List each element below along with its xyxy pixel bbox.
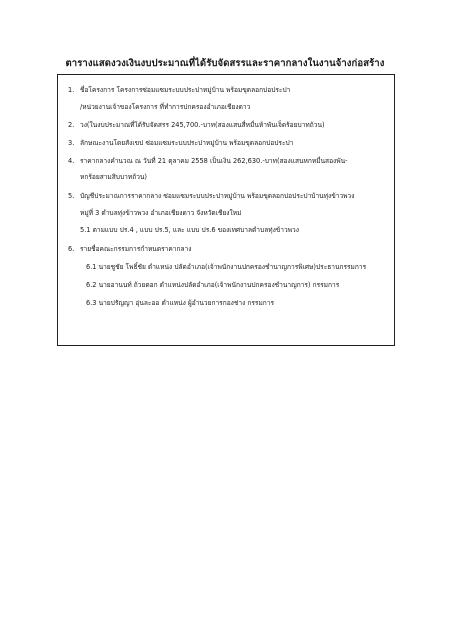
item-3-number: 3. [68, 139, 75, 147]
item-6-line-3: 6.2 นายอานนท์ ถ้วยดอก ตำแหน่งปลัดอำเภอ(เจ้าพนักงานปกครองชำนาญการ) กรรมการ [86, 281, 340, 289]
item-1-number: 1. [68, 86, 75, 94]
item-5-line-3: 5.1 ตามแบบ ปร.4 , แบบ ปร.5, และ แบบ ปร.6 ของเทศบาลตำบลทุ่งข้าวพวง [80, 226, 299, 234]
item-6-line-4: 6.3 นายปรัญญา อุ่นละออ ตำแหน่ง ผู้อำนวยการกองช่าง กรรมการ [86, 299, 275, 307]
item-3-line-1: ลักษณะงานโดยสังเขป ซ่อมแซมระบบประปาหมู่บ้าน พร้อมขุดลอกบ่อประปา [80, 139, 294, 147]
item-6-number: 6. [68, 245, 75, 253]
item-5-line-2: หมู่ที่ 3 ตำบลทุ่งข้าวพวง อำเภอเชียงดาว จังหวัดเชียงใหม่ [80, 209, 242, 217]
item-4-line-2: หกร้อยสามสิบบาทถ้วน) [80, 173, 147, 181]
page-title: ตารางแสดงวงเงินงบประมาณที่ได้รับจัดสรรและราคากลางในงานจ้างก่อสร้าง [65, 58, 385, 69]
item-6-line-1: รายชื่อคณะกรรมการกำหนดราคากลาง [80, 245, 192, 253]
item-1-line-1: ชื่อโครงการ โครงการซ่อมแซมระบบประปาหมู่บ้าน พร้อมขุดลอกบ่อประปา [80, 86, 291, 94]
item-4-number: 4. [68, 157, 75, 165]
item-1-line-2: /หน่วยงานเจ้าของโครงการ ที่ทำการปกครองอำเภอเชียงดาว [80, 103, 251, 111]
item-2-line-1: วง(ในงบประมาณที่ได้รับจัดสรร 245,700.-บาท(สองแสนสี่หมื่นห้าพันเจ็ดร้อยบาทถ้วน) [80, 121, 325, 129]
item-6-line-2: 6.1 นายชูชัย โพธิ์ชัย ตำแหน่ง ปลัดอำเภอ(เจ้าพนักงานปกครองชำนาญการพิเศษ)ประธานกรรมการ [86, 263, 367, 271]
item-5-line-1: บัญชีประมาณการราคากลาง ซ่อมแซมระบบประปาหมู่บ้าน พร้อมขุดลอกบ่อประปาบ้านทุ่งข้าวพวง [80, 192, 355, 200]
item-4-line-1: ราคากลางคำนวณ ณ วันที่ 21 ตุลาคม 2558 เป็นเงิน 262,630.-บาท(สองแสนหกหมื่นสองพัน- [80, 157, 348, 165]
item-2-number: 2. [68, 121, 75, 129]
item-5-number: 5. [68, 192, 75, 200]
